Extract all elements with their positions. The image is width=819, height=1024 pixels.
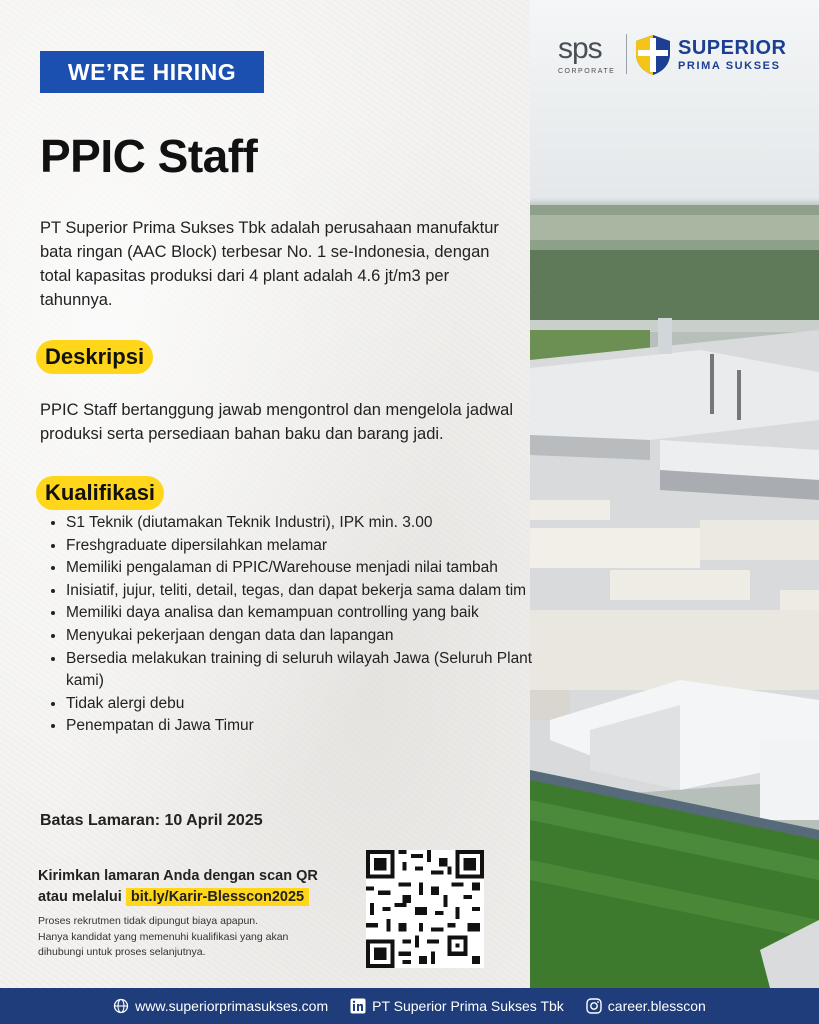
- note-line2: Hanya kandidat yang memenuhi kualifikasi yang akan: [38, 930, 289, 943]
- sps-logo-sub: CORPORATE: [558, 68, 616, 75]
- footer-instagram[interactable]: [586, 998, 706, 1014]
- list-item: • Freshgraduate dipersilahkan melamar: [66, 535, 546, 558]
- apply-line2: [38, 887, 368, 908]
- recruitment-note: [38, 914, 358, 961]
- logo-divider: [626, 34, 627, 74]
- list-item: • S1 Teknik (diutamakan Teknik Industri), IPK min. 3.00: [66, 512, 546, 535]
- sps-logo-word: sps: [558, 32, 602, 65]
- footer-website[interactable]: [113, 998, 328, 1014]
- list-item: • Bersedia melakukan training di seluruh wilayah Jawa (Seluruh Plant kami): [66, 648, 546, 693]
- footer-linkedin[interactable]: [350, 998, 564, 1014]
- superior-logo-line1: SUPERIOR: [678, 37, 787, 59]
- deskripsi-heading: Deskripsi: [36, 340, 153, 374]
- list-item: • Inisiatif, jujur, teliti, detail, tegas, dan dapat bekerja sama dalam tim: [66, 580, 546, 603]
- qualification-list: [40, 512, 546, 738]
- kualifikasi-heading: Kualifikasi: [36, 476, 164, 510]
- instagram-icon: [586, 998, 602, 1014]
- linkedin-icon: [350, 998, 366, 1014]
- list-item: • Tidak alergi debu: [66, 693, 546, 716]
- factory-aerial-photo: [530, 0, 819, 988]
- hiring-badge: WE’RE HIRING: [40, 51, 264, 93]
- list-item: • Penempatan di Jawa Timur: [66, 715, 546, 738]
- deskripsi-text: PPIC Staff bertanggung jawab mengontrol dan mengelola jadwal produksi serta persediaan bahan baku dan barang jadi.: [40, 401, 514, 443]
- company-intro: PT Superior Prima Sukses Tbk adalah perusahaan manufaktur bata ringan (AAC Block) terbesar No. 1 se-Indonesia, dengan total kapasitas produksi dari 4 plant adalah 4.6 jt/m3 per tahunnya.: [40, 219, 499, 309]
- footer-linkedin-text: PT Superior Prima Sukses Tbk: [372, 998, 564, 1014]
- company-logos: [530, 30, 819, 80]
- note-line3: dihubungi untuk proses selanjutnya.: [38, 946, 206, 958]
- sps-corporate-logo: [558, 34, 615, 75]
- list-item: • Menyukai pekerjaan dengan data dan lapangan: [66, 625, 546, 648]
- apply-line2-prefix: atau melalui: [38, 889, 122, 905]
- footer-instagram-text: career.blesscon: [607, 998, 706, 1014]
- footer-website-text: www.superiorprimasukses.com: [135, 998, 329, 1014]
- apply-link[interactable]: bit.ly/Karir-Blesscon2025: [126, 888, 309, 906]
- list-item: • Memiliki pengalaman di PPIC/Warehouse menjadi nilai tambah: [66, 557, 546, 580]
- apply-line1: Kirimkan lamaran Anda dengan scan QR: [38, 868, 318, 884]
- job-title: PPIC Staff: [40, 130, 258, 182]
- superior-logo-text: [678, 38, 786, 72]
- apply-instructions: [38, 866, 368, 908]
- globe-icon: [113, 998, 129, 1014]
- note-line1: Proses rekrutmen tidak dipungut biaya apapun.: [38, 915, 259, 927]
- superior-shield-icon: [634, 34, 672, 76]
- list-item: • Memiliki daya analisa dan kemampuan controlling yang baik: [66, 602, 546, 625]
- qr-code-icon[interactable]: [366, 850, 484, 968]
- superior-logo-line2: PRIMA SUKSES: [678, 60, 781, 72]
- footer-bar: [0, 988, 819, 1024]
- application-deadline: Batas Lamaran: 10 April 2025: [40, 812, 263, 829]
